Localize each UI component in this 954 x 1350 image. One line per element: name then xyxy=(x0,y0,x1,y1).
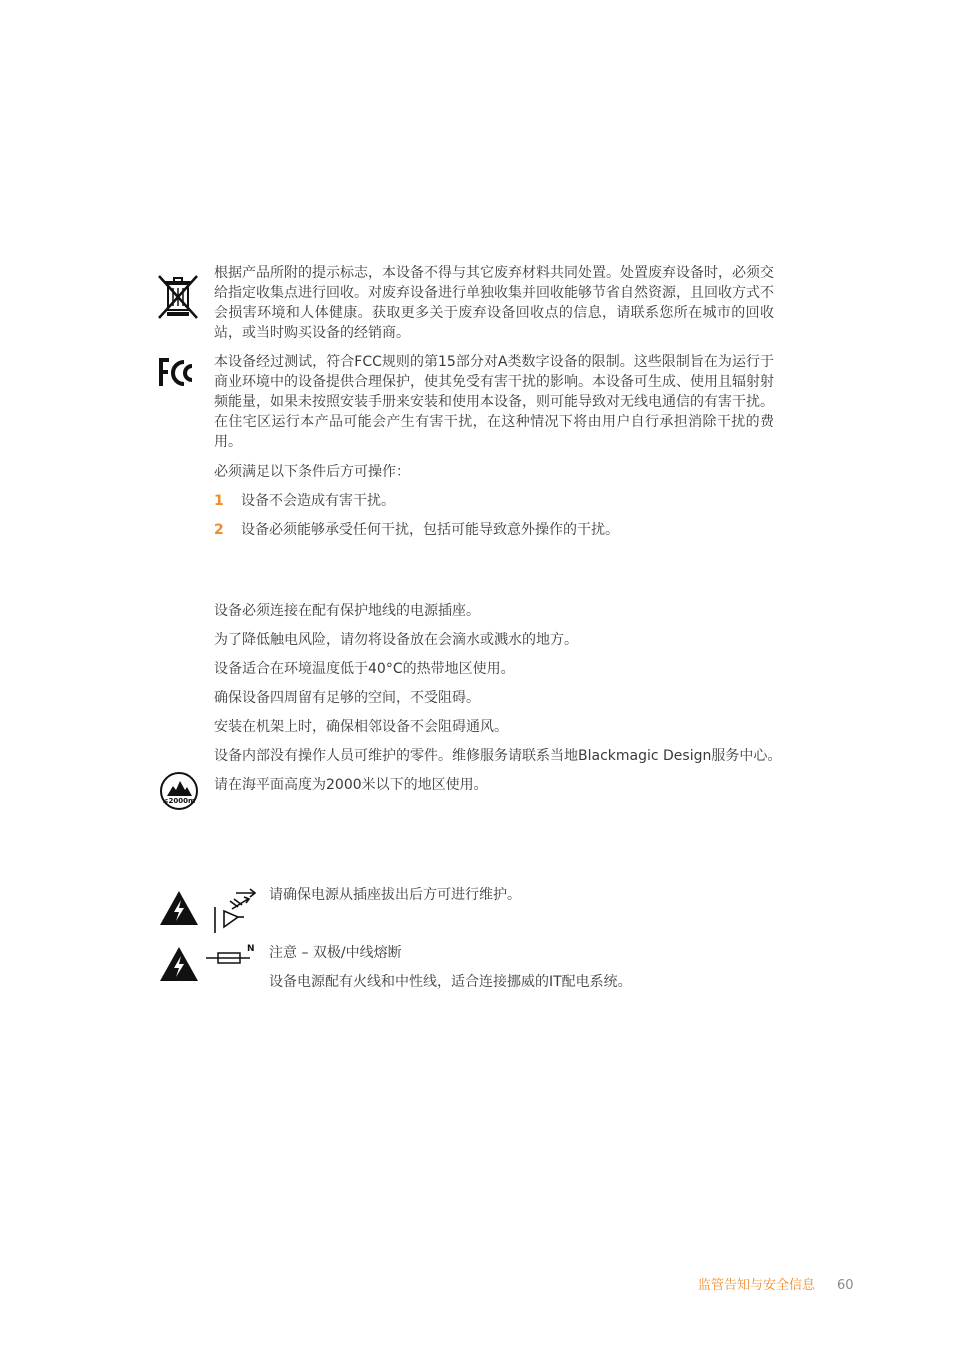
weee-crossed-bin-icon xyxy=(157,274,199,320)
electric-shock-warning-icon xyxy=(158,889,200,927)
condition-number: 1 xyxy=(214,493,224,509)
footer-section-title: 监管告知与安全信息 xyxy=(698,1278,816,1293)
altitude-limit-icon xyxy=(159,771,199,811)
fuse-title: 注意 – 双极/中线熔断 xyxy=(269,945,402,961)
neutral-fuse-icon xyxy=(206,944,258,968)
fuse-neutral-label: N xyxy=(247,944,255,954)
safety-line: 为了降低触电风险，请勿将设备放在会滴水或溅水的地方。 xyxy=(214,632,578,648)
fcc-logo-icon xyxy=(157,356,197,390)
safety-line: 安装在机架上时，确保相邻设备不会阻碍通风。 xyxy=(214,719,508,735)
safety-line: 设备必须连接在配有保护地线的电源插座。 xyxy=(214,603,480,619)
safety-line: 请在海平面高度为2000米以下的地区使用。 xyxy=(214,777,488,793)
footer-page-number: 60 xyxy=(837,1278,854,1293)
conditions-intro: 必须满足以下条件后方可操作： xyxy=(214,464,410,480)
fcc-compliance-paragraph: 本设备经过测试，符合FCC规则的第15部分对A类数字设备的限制。这些限制旨在为运行于商业环境中的设备提供合理保护，使其免受有害干扰的影响。本设备可生成、使用且辐射射频能量，如果未按照安装手册来安装和使用本设备，则可能导致对无线电通信的有害干扰。在住宅区运行本产品可能会产生有害干扰，在这种情况下将由用户自行承担消除干扰的费用。 xyxy=(214,354,774,450)
weee-disposal-paragraph: 根据产品所附的提示标志，本设备不得与其它废弃材料共同处置。处置废弃设备时，必须交给指定收集点进行回收。对废弃设备进行单独收集并回收能够节省自然资源，且回收方式不会损害环境和人体健康。获取更多关于废弃设备回收点的信息，请联系您所在城市的回收站，或当时购买设备的经销商。 xyxy=(214,265,774,341)
condition-item: 设备必须能够承受任何干扰，包括可能导致意外操作的干扰。 xyxy=(241,522,619,538)
altitude-badge-label: ≤2000m xyxy=(162,797,196,805)
condition-item: 设备不会造成有害干扰。 xyxy=(241,493,395,509)
fuse-description: 设备电源配有火线和中性线，适合连接挪威的IT配电系统。 xyxy=(269,974,632,990)
electric-shock-warning-icon xyxy=(158,945,200,983)
unplug-instruction: 请确保电源从插座拔出后方可进行维护。 xyxy=(269,887,521,903)
safety-line: 设备内部没有操作人员可维护的零件。维修服务请联系当地Blackmagic Design服务中心。 xyxy=(214,748,782,764)
safety-line: 确保设备四周留有足够的空间，不受阻碍。 xyxy=(214,690,480,706)
unplug-power-icon xyxy=(210,887,258,937)
safety-line: 设备适合在环境温度低于40°C的热带地区使用。 xyxy=(214,661,515,677)
condition-number: 2 xyxy=(214,522,224,538)
